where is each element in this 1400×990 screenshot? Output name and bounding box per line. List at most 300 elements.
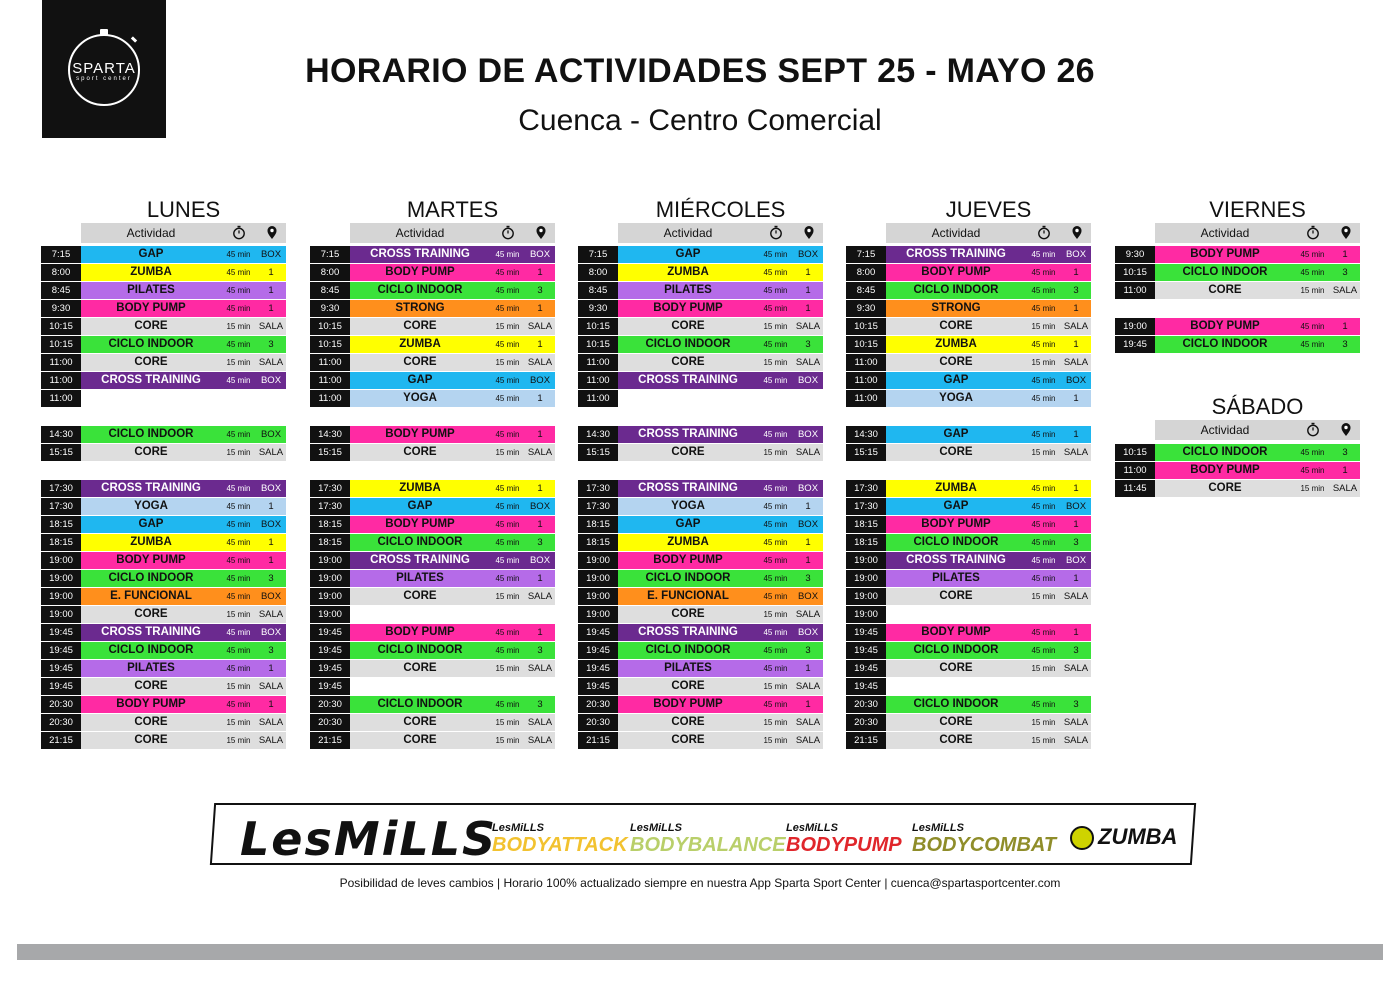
activity-cell	[350, 246, 555, 263]
table-row	[846, 552, 1091, 569]
activity-room: SALA	[258, 717, 284, 728]
activity-cell	[1155, 444, 1360, 461]
row-time: 9:30	[41, 300, 81, 317]
activity-duration: 15 min	[226, 322, 251, 331]
activity-cell	[81, 714, 286, 731]
activity-cell	[350, 588, 555, 605]
row-time: 19:00	[1115, 318, 1155, 335]
table-row	[578, 588, 823, 605]
activity-room: SALA	[527, 321, 553, 332]
row-time: 8:45	[846, 282, 886, 299]
activity-cell	[350, 714, 555, 731]
activity-room: BOX	[1065, 375, 1087, 386]
table-row	[41, 426, 286, 443]
row-time: 9:30	[1115, 246, 1155, 263]
activity-duration: 15 min	[1031, 322, 1056, 331]
activity-room: 1	[268, 663, 274, 674]
row-time: 18:15	[578, 534, 618, 551]
row-time: 19:45	[846, 624, 886, 641]
header-activity-label: Actividad	[931, 226, 981, 240]
table-row	[310, 642, 555, 659]
activity-room: BOX	[529, 501, 551, 512]
row-time: 19:00	[578, 552, 618, 569]
activity-cell	[618, 336, 823, 353]
logo-brand-name: SPARTA	[72, 60, 136, 77]
activity-name: CORE	[939, 734, 973, 746]
table-row	[846, 660, 1091, 677]
activity-duration: 45 min	[763, 664, 788, 673]
row-time: 11:00	[1115, 462, 1155, 479]
activity-duration: 45 min	[1031, 502, 1056, 511]
table-row	[310, 660, 555, 677]
activity-room: 3	[537, 699, 543, 710]
table-row	[310, 444, 555, 461]
activity-cell	[81, 282, 286, 299]
activity-cell	[350, 516, 555, 533]
row-time: 9:30	[578, 300, 618, 317]
activity-room: BOX	[260, 375, 282, 386]
activity-room: BOX	[797, 429, 819, 440]
activity-duration: 45 min	[1031, 574, 1056, 583]
table-row	[846, 606, 1091, 623]
activity-cell	[350, 552, 555, 569]
table-row	[310, 354, 555, 371]
row-time: 18:15	[846, 534, 886, 551]
activity-cell	[350, 282, 555, 299]
row-time: 19:45	[310, 678, 350, 695]
activity-duration: 45 min	[495, 484, 520, 493]
activity-duration: 45 min	[1031, 268, 1056, 277]
activity-duration: 45 min	[495, 628, 520, 637]
activity-duration: 15 min	[1300, 286, 1325, 295]
day-schedule-1	[310, 197, 555, 757]
table-row	[578, 300, 823, 317]
activity-name: CORE	[939, 716, 973, 728]
activity-cell	[350, 624, 555, 641]
activity-cell	[81, 426, 286, 443]
row-time: 10:15	[310, 336, 350, 353]
location-pin-icon	[265, 225, 279, 240]
activity-room: SALA	[527, 663, 553, 674]
sparta-logo	[42, 0, 166, 138]
activity-cell	[886, 336, 1091, 353]
table-header	[1155, 223, 1360, 243]
bodycombat-logo	[912, 822, 1056, 856]
activity-duration: 45 min	[495, 304, 520, 313]
activity-duration: 45 min	[226, 304, 251, 313]
table-row	[310, 282, 555, 299]
activity-room: SALA	[258, 681, 284, 692]
activity-room: 3	[805, 573, 811, 584]
table-row	[310, 318, 555, 335]
activity-cell	[618, 282, 823, 299]
table-row	[310, 372, 555, 389]
activity-duration: 15 min	[226, 682, 251, 691]
table-header	[886, 223, 1091, 243]
activity-cell	[81, 444, 286, 461]
activity-duration: 45 min	[226, 700, 251, 709]
activity-room: BOX	[260, 627, 282, 638]
activity-duration: 45 min	[226, 664, 251, 673]
activity-duration: 45 min	[763, 538, 788, 547]
table-row	[846, 516, 1091, 533]
activity-name: E. FUNCIONAL	[647, 590, 729, 602]
activity-cell	[350, 732, 555, 749]
activity-cell	[886, 390, 1091, 407]
activity-duration: 45 min	[1031, 394, 1056, 403]
activity-cell	[886, 552, 1091, 569]
activity-name: CORE	[134, 320, 168, 332]
activity-duration: 45 min	[1031, 700, 1056, 709]
day-name: MIÉRCOLES	[655, 197, 786, 222]
activity-name: CICLO INDOOR	[913, 644, 999, 656]
table-row	[846, 642, 1091, 659]
activity-name: CORE	[671, 680, 705, 692]
activity-duration: 45 min	[763, 430, 788, 439]
activity-name: CROSS TRAINING	[906, 554, 1006, 566]
activity-cell	[886, 642, 1091, 659]
activity-name: CORE	[403, 320, 437, 332]
row-time: 15:15	[846, 444, 886, 461]
activity-cell	[1155, 318, 1360, 335]
activity-duration: 15 min	[1300, 484, 1325, 493]
activity-name: CORE	[939, 320, 973, 332]
header-activity-label: Actividad	[126, 226, 176, 240]
row-time: 11:00	[578, 354, 618, 371]
activity-duration: 45 min	[1031, 628, 1056, 637]
activity-duration: 45 min	[1031, 340, 1056, 349]
activity-cell	[886, 660, 1091, 677]
activity-duration: 45 min	[226, 376, 251, 385]
activity-duration: 45 min	[226, 628, 251, 637]
activity-cell	[618, 714, 823, 731]
table-row	[578, 372, 823, 389]
activity-cell	[886, 534, 1091, 551]
row-time: 19:45	[578, 624, 618, 641]
activity-room: 3	[805, 339, 811, 350]
table-row	[41, 516, 286, 533]
row-time: 10:15	[1115, 444, 1155, 461]
row-time: 19:00	[578, 588, 618, 605]
table-row	[310, 534, 555, 551]
activity-room: 1	[1073, 303, 1079, 314]
row-time: 19:00	[310, 552, 350, 569]
activity-duration: 45 min	[1300, 250, 1325, 259]
activity-duration: 45 min	[1031, 430, 1056, 439]
table-row	[578, 498, 823, 515]
activity-name: CROSS TRAINING	[101, 626, 201, 638]
activity-cell	[618, 588, 823, 605]
row-time: 19:00	[578, 606, 618, 623]
activity-name: CORE	[403, 356, 437, 368]
activity-room: SALA	[1063, 591, 1089, 602]
activity-duration: 45 min	[226, 556, 251, 565]
row-time: 7:15	[310, 246, 350, 263]
activity-name: YOGA	[403, 392, 437, 404]
row-time: 7:15	[41, 246, 81, 263]
program-brand: LesMiLLS	[786, 822, 838, 834]
activity-cell	[350, 480, 555, 497]
activity-duration: 45 min	[763, 520, 788, 529]
activity-cell	[81, 606, 286, 623]
activity-room: BOX	[260, 519, 282, 530]
activity-duration: 15 min	[763, 610, 788, 619]
row-time: 18:15	[310, 516, 350, 533]
activity-cell	[618, 300, 823, 317]
activity-name: BODY PUMP	[385, 266, 455, 278]
row-time: 18:15	[41, 534, 81, 551]
activity-cell	[618, 660, 823, 677]
table-row	[578, 642, 823, 659]
activity-duration: 45 min	[1300, 268, 1325, 277]
activity-duration: 45 min	[763, 592, 788, 601]
activity-duration: 45 min	[495, 286, 520, 295]
row-time: 17:30	[846, 480, 886, 497]
table-row	[578, 660, 823, 677]
activity-room: SALA	[1332, 285, 1358, 296]
activity-cell	[618, 696, 823, 713]
activity-duration: 15 min	[226, 358, 251, 367]
activity-name: CORE	[939, 662, 973, 674]
row-time: 11:00	[578, 372, 618, 389]
row-time: 11:00	[41, 354, 81, 371]
activity-duration: 15 min	[1031, 664, 1056, 673]
table-row	[310, 606, 555, 623]
table-row	[578, 696, 823, 713]
table-row	[846, 624, 1091, 641]
activity-cell	[886, 732, 1091, 749]
activity-duration: 45 min	[226, 520, 251, 529]
table-row	[41, 714, 286, 731]
activity-name: CORE	[1208, 482, 1242, 494]
table-row	[41, 732, 286, 749]
row-time: 10:15	[1115, 264, 1155, 281]
activity-name: BODY PUMP	[385, 428, 455, 440]
table-row	[578, 678, 823, 695]
row-time: 18:15	[310, 534, 350, 551]
activity-cell	[81, 354, 286, 371]
table-row	[578, 732, 823, 749]
row-time: 17:30	[310, 498, 350, 515]
activity-name: CORE	[134, 680, 168, 692]
activity-duration: 45 min	[1031, 646, 1056, 655]
activity-cell	[886, 714, 1091, 731]
row-time: 11:00	[310, 390, 350, 407]
row-time: 19:00	[846, 606, 886, 623]
table-row	[310, 498, 555, 515]
row-time: 19:45	[1115, 336, 1155, 353]
activity-cell	[350, 426, 555, 443]
row-time: 20:30	[846, 696, 886, 713]
row-time: 19:45	[578, 678, 618, 695]
activity-cell	[618, 246, 823, 263]
table-row	[310, 624, 555, 641]
activity-name: YOGA	[134, 500, 168, 512]
activity-duration: 45 min	[495, 250, 520, 259]
activity-room: 1	[1073, 393, 1079, 404]
activity-name: GAP	[675, 518, 701, 530]
table-row	[846, 678, 1091, 695]
row-time: 18:15	[41, 516, 81, 533]
activity-cell	[81, 264, 286, 281]
activity-duration: 45 min	[763, 700, 788, 709]
row-time: 11:00	[846, 354, 886, 371]
row-time: 20:30	[41, 696, 81, 713]
table-row	[846, 480, 1091, 497]
table-row	[41, 678, 286, 695]
activity-name: ZUMBA	[935, 338, 977, 350]
table-row	[846, 444, 1091, 461]
activity-room: BOX	[260, 483, 282, 494]
table-row	[1115, 246, 1360, 263]
row-time: 8:00	[310, 264, 350, 281]
activity-cell	[618, 426, 823, 443]
bodyattack-logo	[492, 822, 628, 856]
program-name: BODYBALANCE	[630, 834, 786, 856]
activity-room: SALA	[1063, 321, 1089, 332]
row-time: 21:15	[578, 732, 618, 749]
program-brand: LesMiLLS	[630, 822, 682, 834]
table-row	[1115, 282, 1360, 299]
activity-cell	[350, 264, 555, 281]
table-row	[41, 498, 286, 515]
activity-duration: 15 min	[763, 322, 788, 331]
footer-note: Posibilidad de leves cambios | Horario 100% actualizado siempre en nuestra App Sparta Sport Center | cuenca@spartasportcenter.com	[339, 876, 1061, 890]
table-row	[578, 516, 823, 533]
table-row	[1115, 444, 1360, 461]
activity-room: 1	[268, 285, 274, 296]
activity-duration: 45 min	[1031, 376, 1056, 385]
row-time: 15:15	[41, 444, 81, 461]
activity-cell	[886, 516, 1091, 533]
activity-cell	[81, 732, 286, 749]
activity-name: CROSS TRAINING	[638, 428, 738, 440]
activity-duration: 45 min	[763, 484, 788, 493]
activity-duration: 45 min	[495, 430, 520, 439]
activity-room: BOX	[797, 519, 819, 530]
activity-cell	[350, 696, 555, 713]
activity-duration: 15 min	[763, 358, 788, 367]
activity-name: CORE	[671, 446, 705, 458]
activity-room: SALA	[527, 735, 553, 746]
row-time: 17:30	[578, 498, 618, 515]
activity-name: CICLO INDOOR	[913, 698, 999, 710]
activity-name: CICLO INDOOR	[913, 284, 999, 296]
activity-duration: 45 min	[1031, 304, 1056, 313]
row-time: 11:00	[846, 372, 886, 389]
table-row	[578, 318, 823, 335]
activity-cell	[886, 318, 1091, 335]
row-time: 8:45	[578, 282, 618, 299]
activity-name: ZUMBA	[130, 536, 172, 548]
row-time: 19:45	[41, 642, 81, 659]
activity-name: PILATES	[664, 284, 712, 296]
activity-duration: 45 min	[495, 700, 520, 709]
activity-duration: 15 min	[763, 736, 788, 745]
row-time: 21:15	[846, 732, 886, 749]
activity-room: BOX	[797, 375, 819, 386]
activity-name: CORE	[671, 320, 705, 332]
table-row	[846, 732, 1091, 749]
row-time: 19:00	[846, 552, 886, 569]
activity-room: SALA	[527, 357, 553, 368]
row-time: 18:15	[578, 516, 618, 533]
day-name: JUEVES	[945, 197, 1032, 222]
activity-room: 1	[1073, 267, 1079, 278]
activity-room: 1	[805, 699, 811, 710]
row-time: 20:30	[310, 714, 350, 731]
table-header	[1155, 420, 1360, 440]
activity-room: 1	[537, 339, 543, 350]
day-schedule-2	[578, 197, 823, 757]
activity-name: STRONG	[931, 302, 981, 314]
activity-room: SALA	[1063, 663, 1089, 674]
activity-name: YOGA	[671, 500, 705, 512]
table-row	[310, 552, 555, 569]
activity-cell	[350, 570, 555, 587]
activity-room: BOX	[1065, 501, 1087, 512]
stopwatch-icon	[1306, 422, 1320, 437]
activity-cell	[618, 624, 823, 641]
location-pin-icon	[1339, 225, 1353, 240]
activity-room: 3	[805, 645, 811, 656]
activity-duration: 45 min	[495, 520, 520, 529]
activity-name: CROSS TRAINING	[370, 554, 470, 566]
activity-room: 3	[268, 339, 274, 350]
table-row	[310, 714, 555, 731]
row-time: 19:00	[846, 588, 886, 605]
table-row	[41, 300, 286, 317]
activity-name: CICLO INDOOR	[377, 284, 463, 296]
activity-room: SALA	[1063, 717, 1089, 728]
bodypump-logo	[786, 822, 902, 856]
activity-room: 1	[805, 501, 811, 512]
table-row	[41, 534, 286, 551]
day-name: VIERNES	[1209, 197, 1306, 222]
row-time: 19:45	[310, 642, 350, 659]
activity-cell	[886, 282, 1091, 299]
activity-name: STRONG	[395, 302, 445, 314]
table-row	[310, 732, 555, 749]
page-title: HORARIO DE ACTIVIDADES SEPT 25 - MAYO 26	[305, 52, 1095, 90]
activity-name: CROSS TRAINING	[638, 374, 738, 386]
activity-name: CICLO INDOOR	[108, 644, 194, 656]
table-row	[846, 336, 1091, 353]
activity-duration: 45 min	[763, 340, 788, 349]
activity-cell	[618, 642, 823, 659]
activity-room: 3	[268, 645, 274, 656]
activity-name: CICLO INDOOR	[1182, 338, 1268, 350]
activity-room: BOX	[797, 249, 819, 260]
activity-name: CORE	[134, 608, 168, 620]
activity-room: 3	[537, 285, 543, 296]
stopwatch-knob	[131, 36, 137, 42]
activity-name: ZUMBA	[399, 338, 441, 350]
activity-cell	[81, 642, 286, 659]
activity-duration: 45 min	[495, 394, 520, 403]
program-name: BODYATTACK	[492, 834, 628, 856]
activity-room: 1	[805, 537, 811, 548]
day-schedule-5	[1115, 394, 1360, 954]
row-time: 10:15	[41, 318, 81, 335]
table-header	[350, 223, 555, 243]
activity-name: CORE	[134, 716, 168, 728]
activity-cell	[618, 534, 823, 551]
activity-name: CORE	[403, 662, 437, 674]
activity-name: BODY PUMP	[116, 302, 186, 314]
activity-room: 1	[537, 303, 543, 314]
activity-name: GAP	[407, 500, 433, 512]
